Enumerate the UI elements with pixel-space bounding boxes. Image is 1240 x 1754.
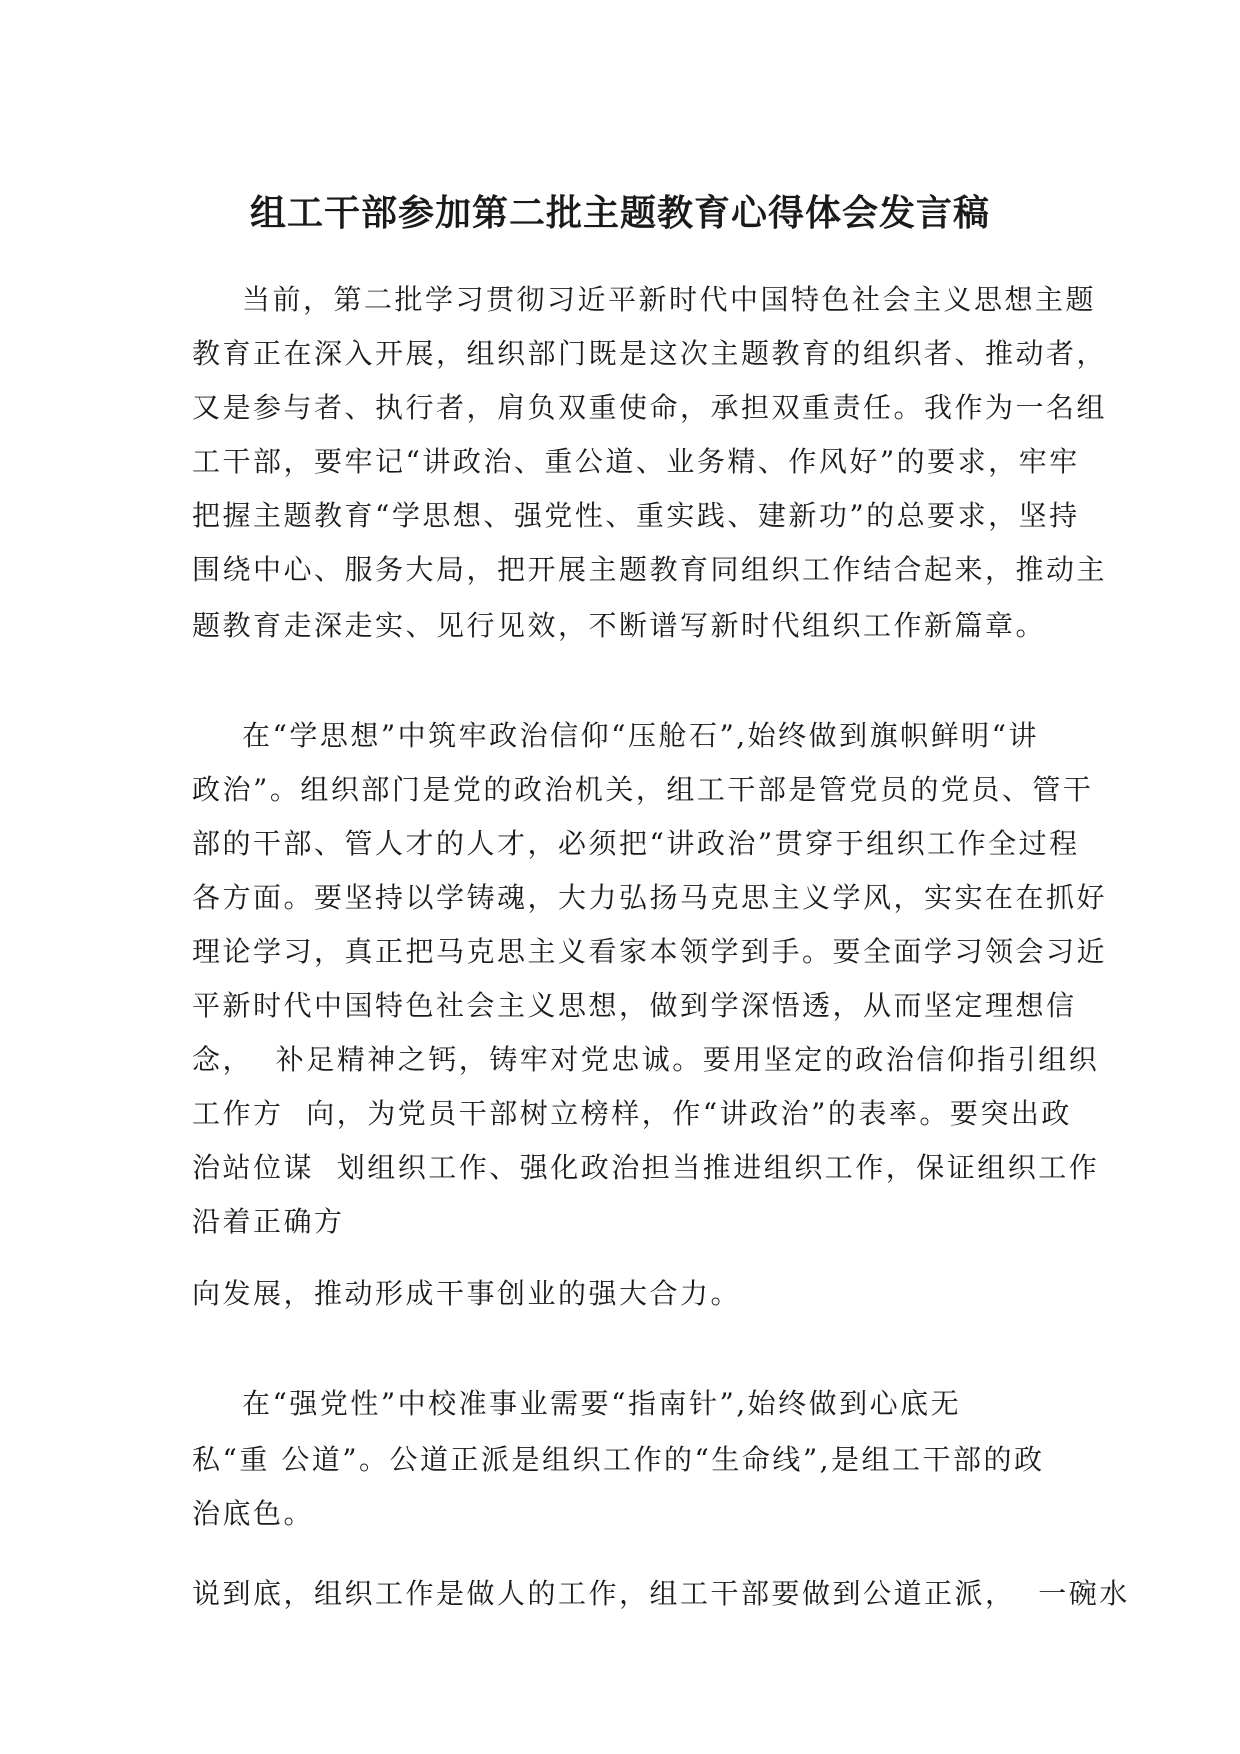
paragraph-line: 教育正在深入开展，组织部门既是这次主题教育的组织者、推动者，: [192, 337, 1108, 370]
paragraph-line: 治底色。: [192, 1497, 315, 1530]
paragraph-line: 题教育走深走实、见行见效，不断谱写新时代组织工作新篇章。: [192, 609, 1047, 642]
paragraph-line: 工作方 向，为党员干部树立榜样，作“讲政治”的表率。要突出政: [192, 1097, 1072, 1130]
paragraph-line: 理论学习，真正把马克思主义看家本领学到手。要全面学习领会习近: [192, 935, 1108, 968]
paragraph-line: 私“重 公道”。公道正派是组织工作的“生命线”,是组工干部的政: [192, 1443, 1045, 1476]
paragraph-line: 政治”。组织部门是党的政治机关，组工干部是管党员的党员、管干: [192, 773, 1094, 806]
paragraph-line: 又是参与者、执行者，肩负双重使命，承担双重责任。我作为一名组: [192, 391, 1108, 424]
paragraph-line: 治站位谋 划组织工作、强化政治担当推进组织工作，保证组织工作: [192, 1151, 1100, 1184]
paragraph-line: 在“学思想”中筑牢政治信仰“压舱石”,始终做到旗帜鲜明“讲: [242, 719, 1039, 752]
paragraph-line: 说到底，组织工作是做人的工作，组工干部要做到公道正派， 一碗水: [192, 1577, 1130, 1610]
paragraph-line: 平新时代中国特色社会主义思想，做到学深悟透，从而坚定理想信: [192, 989, 1077, 1022]
paragraph-line: 围绕中心、服务大局，把开展主题教育同组织工作结合起来，推动主: [192, 553, 1108, 586]
paragraph-line: 向发展，推动形成干事创业的强大合力。: [192, 1277, 742, 1310]
paragraph-line: 部的干部、管人才的人才，必须把“讲政治”贯穿于组织工作全过程: [192, 827, 1080, 860]
paragraph-line: 各方面。要坚持以学铸魂，大力弘扬马克思主义学风，实实在在抓好: [192, 881, 1108, 914]
paragraph-line: 当前，第二批学习贯彻习近平新时代中国特色社会主义思想主题: [242, 283, 1097, 316]
paragraph-line: 沿着正确方: [192, 1205, 345, 1238]
paragraph-line: 念， 补足精神之钙，铸牢对党忠诚。要用坚定的政治信仰指引组织: [192, 1043, 1100, 1076]
document-title: 组工干部参加第二批主题教育心得体会发言稿: [249, 193, 990, 234]
paragraph-line: 在“强党性”中校准事业需要“指南针”,始终做到心底无: [242, 1387, 962, 1420]
paragraph-line: 把握主题教育“学思想、强党性、重实践、建新功”的总要求，坚持: [192, 499, 1080, 532]
paragraph-line: 工干部，要牢记“讲政治、重公道、业务精、作风好”的要求，牢牢: [192, 445, 1080, 478]
